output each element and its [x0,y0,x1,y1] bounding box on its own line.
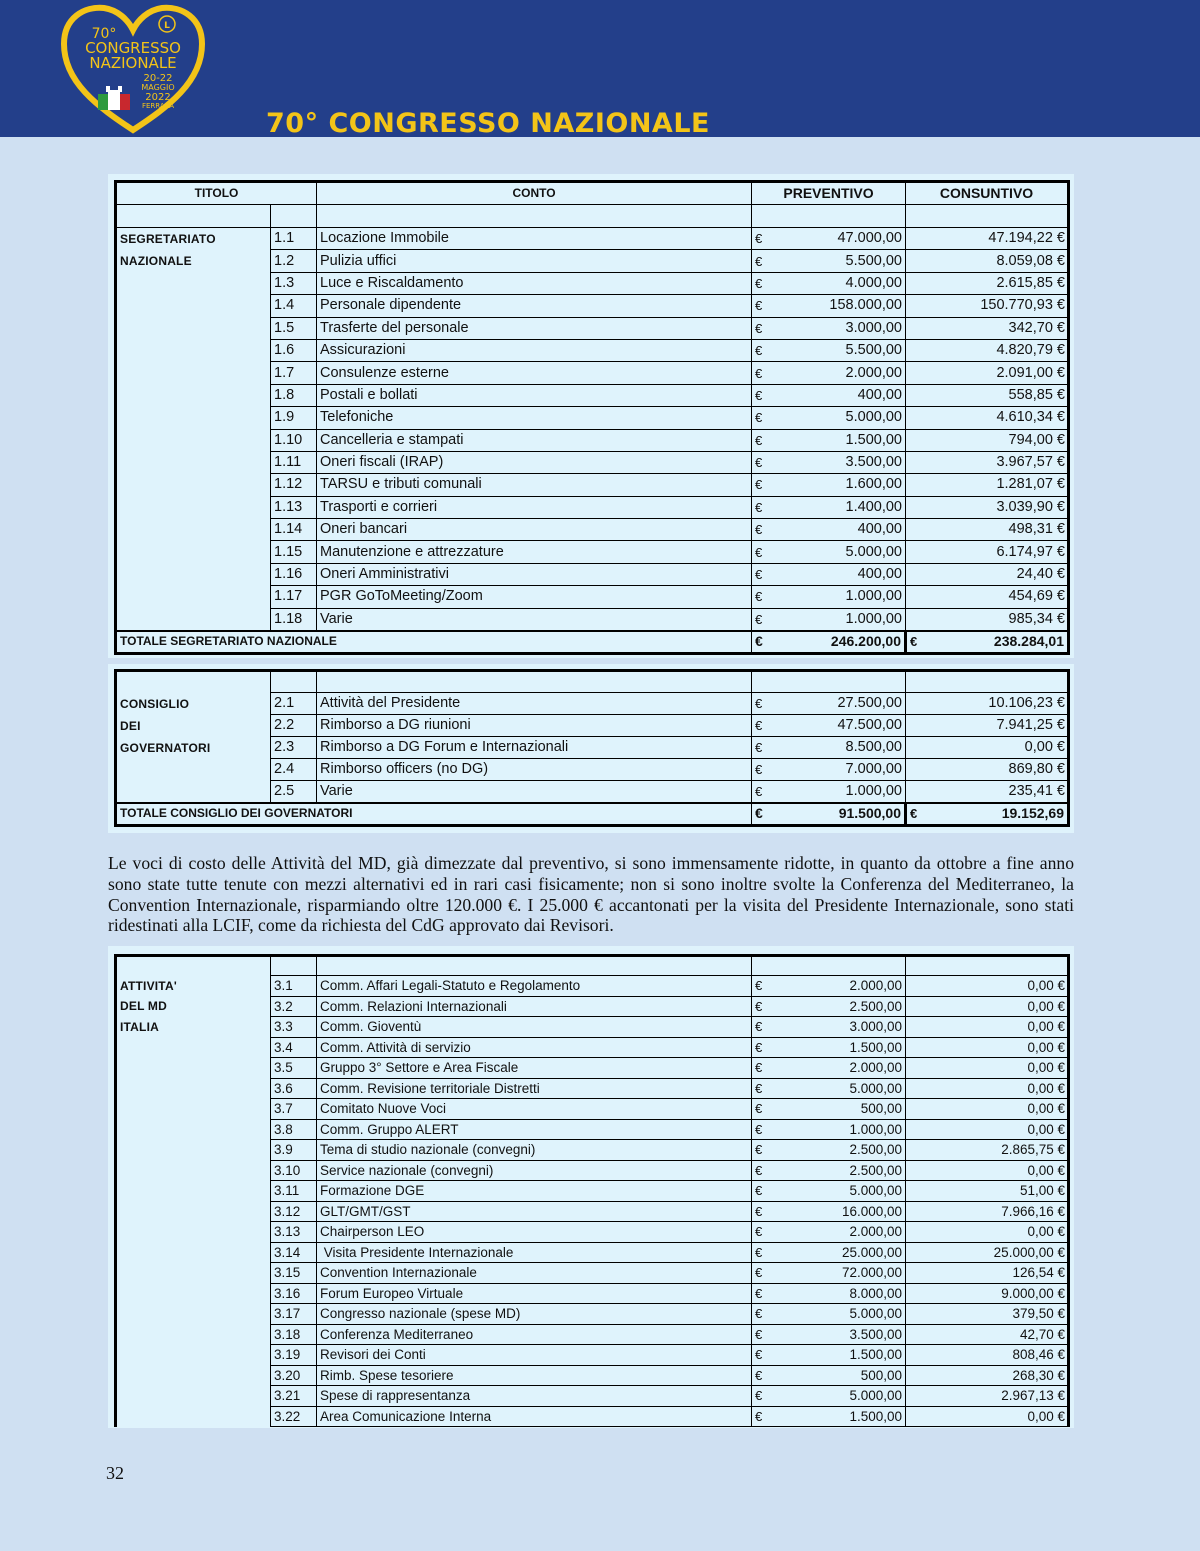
row-name: Locazione Immobile [317,228,752,250]
logo-city: FERRARA [141,102,175,110]
row-preventivo: 3.000,00 [777,317,906,339]
currency-symbol: € [752,1058,777,1079]
row-consuntivo: 869,80 € [906,759,1069,781]
row-consuntivo: 379,50 € [906,1304,1069,1325]
row-name: Chairperson LEO [317,1222,752,1243]
currency-symbol: € [752,1201,777,1222]
row-code: 3.13 [271,1222,317,1243]
currency-symbol: € [752,496,777,518]
row-preventivo: 72.000,00 [777,1263,906,1284]
currency-symbol: € [752,1099,777,1120]
row-code: 1.5 [271,317,317,339]
row-preventivo: 47.000,00 [777,228,906,250]
row-code: 2.3 [271,737,317,759]
row-preventivo: 1.500,00 [777,429,906,451]
col-titolo: TITOLO [116,182,317,205]
row-code: 1.12 [271,474,317,496]
row-preventivo: 158.000,00 [777,295,906,317]
row-preventivo: 2.000,00 [777,1058,906,1079]
currency-symbol: € [752,715,777,737]
row-consuntivo: 0,00 € [906,1160,1069,1181]
row-code: 3.6 [271,1078,317,1099]
row-consuntivo: 24,40 € [906,563,1069,585]
row-code: 3.1 [271,976,317,997]
row-preventivo: 4.000,00 [777,272,906,294]
row-preventivo: 1.000,00 [777,781,906,803]
category-line: GOVERNATORI [120,740,211,755]
row-code: 1.9 [271,407,317,429]
row-name: Rimb. Spese tesoriere [317,1365,752,1386]
row-consuntivo: 794,00 € [906,429,1069,451]
row-code: 1.15 [271,541,317,563]
category-title [116,693,271,803]
category-title [116,228,271,631]
row-code: 2.1 [271,693,317,715]
row-name: Area Comunicazione Interna [317,1406,752,1427]
row-consuntivo: 150.770,93 € [906,295,1069,317]
row-consuntivo: 0,00 € [906,737,1069,759]
total-consuntivo-cell [906,631,1069,654]
logo-line3: NAZIONALE [89,54,177,72]
row-name: Spese di rappresentanza [317,1386,752,1407]
row-name: Consulenze esterne [317,362,752,384]
row-name: Rimborso a DG riunioni [317,715,752,737]
currency-symbol: € [910,634,918,650]
row-consuntivo: 4.610,34 € [906,407,1069,429]
row-preventivo: 5.000,00 [777,407,906,429]
col-consuntivo: CONSUNTIVO [906,182,1069,205]
currency-symbol: € [752,1324,777,1345]
row-code: 1.2 [271,250,317,272]
row-code: 1.16 [271,563,317,585]
row-name: Conferenza Mediterraneo [317,1324,752,1345]
row-consuntivo: 454,69 € [906,586,1069,608]
row-name: Congresso nazionale (spese MD) [317,1304,752,1325]
row-consuntivo: 3.039,90 € [906,496,1069,518]
row-consuntivo: 498,31 € [906,519,1069,541]
row-preventivo: 5.000,00 [777,1386,906,1407]
row-consuntivo: 0,00 € [906,1222,1069,1243]
total-label: TOTALE CONSIGLIO DEI GOVERNATORI [116,803,752,826]
currency-symbol: € [752,228,777,250]
category-title [116,976,271,1427]
row-preventivo: 16.000,00 [777,1201,906,1222]
row-consuntivo: 0,00 € [906,1037,1069,1058]
blank-row [116,956,1069,976]
row-preventivo: 500,00 [777,1365,906,1386]
row-name: Comm. Gioventù [317,1017,752,1038]
row-name: Varie [317,608,752,630]
row-preventivo: 2.000,00 [777,1222,906,1243]
currency-symbol: € [752,1078,777,1099]
currency-symbol: € [752,1365,777,1386]
row-consuntivo: 0,00 € [906,996,1069,1017]
row-code: 1.3 [271,272,317,294]
row-name: Pulizia uffici [317,250,752,272]
row-preventivo: 5.000,00 [777,1181,906,1202]
currency-symbol: € [752,362,777,384]
row-consuntivo: 9.000,00 € [906,1283,1069,1304]
row-name: Rimborso officers (no DG) [317,759,752,781]
row-code: 3.7 [271,1099,317,1120]
row-consuntivo: 1.281,07 € [906,474,1069,496]
row-code: 1.17 [271,586,317,608]
row-preventivo: 2.000,00 [777,362,906,384]
currency-symbol: € [752,759,777,781]
row-code: 1.11 [271,451,317,473]
row-consuntivo: 10.106,23 € [906,693,1069,715]
row-name: Convention Internazionale [317,1263,752,1284]
currency-symbol: € [752,608,777,630]
congress-logo [58,2,208,137]
row-name: Gruppo 3° Settore e Area Fiscale [317,1058,752,1079]
row-consuntivo: 8.059,08 € [906,250,1069,272]
currency-symbol: € [752,996,777,1017]
row-name: Comitato Nuove Voci [317,1099,752,1120]
row-code: 2.4 [271,759,317,781]
row-consuntivo: 51,00 € [906,1181,1069,1202]
row-preventivo: 1.400,00 [777,496,906,518]
row-code: 1.18 [271,608,317,630]
row-name: PGR GoToMeeting/Zoom [317,586,752,608]
row-preventivo: 2.500,00 [777,996,906,1017]
row-preventivo: 7.000,00 [777,759,906,781]
row-code: 3.11 [271,1181,317,1202]
row-consuntivo: 6.174,97 € [906,541,1069,563]
total-preventivo: 246.200,00 [777,631,906,654]
currency-symbol: € [752,429,777,451]
currency-symbol: € [752,1119,777,1140]
row-code: 1.13 [271,496,317,518]
currency-symbol: € [752,1037,777,1058]
logo-line1: 70° [91,26,117,42]
row-preventivo: 25.000,00 [777,1242,906,1263]
currency-symbol: € [752,693,777,715]
row-preventivo: 8.000,00 [777,1283,906,1304]
row-consuntivo: 0,00 € [906,1017,1069,1038]
row-code: 1.4 [271,295,317,317]
currency-symbol: € [752,1304,777,1325]
currency-symbol: € [752,1386,777,1407]
row-preventivo: 5.500,00 [777,250,906,272]
budget-table-consiglio [114,669,1070,827]
table-row [116,976,1069,997]
row-preventivo: 400,00 [777,384,906,406]
row-preventivo: 47.500,00 [777,715,906,737]
row-consuntivo: 808,46 € [906,1345,1069,1366]
total-label: TOTALE SEGRETARIATO NAZIONALE [116,631,752,654]
row-code: 3.18 [271,1324,317,1345]
row-preventivo: 1.500,00 [777,1345,906,1366]
logo-month: MAGGIO [141,83,175,92]
row-name: Oneri bancari [317,519,752,541]
row-consuntivo: 47.194,22 € [906,228,1069,250]
row-name: Oneri fiscali (IRAP) [317,451,752,473]
currency-symbol: € [752,272,777,294]
row-consuntivo: 0,00 € [906,976,1069,997]
blank-row [116,205,1069,228]
row-name: Service nazionale (convegni) [317,1160,752,1181]
row-code: 2.2 [271,715,317,737]
table-panel-consiglio [108,664,1074,833]
row-code: 3.12 [271,1201,317,1222]
currency-symbol: € [752,339,777,361]
table-header-row [116,182,1069,205]
row-name: Cancelleria e stampati [317,429,752,451]
currency-symbol: € [910,806,918,822]
row-code: 3.22 [271,1406,317,1427]
row-name: Formazione DGE [317,1181,752,1202]
row-preventivo: 1.000,00 [777,608,906,630]
row-name: Revisori dei Conti [317,1345,752,1366]
row-preventivo: 400,00 [777,519,906,541]
col-conto: CONTO [317,182,752,205]
currency-symbol: € [752,384,777,406]
row-preventivo: 2.500,00 [777,1140,906,1161]
row-preventivo: 2.500,00 [777,1160,906,1181]
row-consuntivo: 2.615,85 € [906,272,1069,294]
row-code: 3.10 [271,1160,317,1181]
row-code: 3.20 [271,1365,317,1386]
row-preventivo: 3.000,00 [777,1017,906,1038]
table-row [116,693,1069,715]
row-code: 3.3 [271,1017,317,1038]
row-consuntivo: 3.967,57 € [906,451,1069,473]
row-name: TARSU e tributi comunali [317,474,752,496]
currency-symbol: € [752,1242,777,1263]
row-code: 3.19 [271,1345,317,1366]
total-preventivo: 91.500,00 [777,803,906,826]
row-name: Telefoniche [317,407,752,429]
row-consuntivo: 985,34 € [906,608,1069,630]
currency-symbol: € [752,451,777,473]
row-name: Comm. Relazioni Internazionali [317,996,752,1017]
row-name: Luce e Riscaldamento [317,272,752,294]
row-consuntivo: 7.966,16 € [906,1201,1069,1222]
currency-symbol: € [752,295,777,317]
row-consuntivo: 558,85 € [906,384,1069,406]
logo-year: 2022 [145,92,171,103]
explanatory-paragraph: Le voci di costo delle Attività del MD, già dimezzate dal preventivo, si sono immensamente ridotte, in quanto da ottobre a fine anno sono state tutte tenute con mezzi alternativi ed in rari casi fisicamente; non si sono inoltre svolte la Conferenza del Mediterraneo, la Convention Internazionale, risparmiando oltre 120.000 €. I 25.000 € accantonati per la visita del Presidente Internazionale, sono stati ridestinati alla LCIF, come da richiesta del CdG approvato dai Revisori. [108,853,1074,936]
currency-symbol: € [752,976,777,997]
row-code: 3.16 [271,1283,317,1304]
row-name: Trasporti e corrieri [317,496,752,518]
page-number: 32 [106,1463,124,1483]
currency-symbol: € [752,631,777,654]
currency-symbol: € [752,1406,777,1427]
row-consuntivo: 0,00 € [906,1119,1069,1140]
budget-table-segretariato [114,180,1070,655]
row-name: Personale dipendente [317,295,752,317]
row-code: 1.8 [271,384,317,406]
table-row [116,228,1069,250]
row-code: 3.15 [271,1263,317,1284]
currency-symbol: € [752,541,777,563]
currency-symbol: € [752,803,777,826]
currency-symbol: € [752,1160,777,1181]
row-code: 1.14 [271,519,317,541]
row-preventivo: 27.500,00 [777,693,906,715]
currency-symbol: € [752,586,777,608]
currency-symbol: € [752,519,777,541]
currency-symbol: € [752,1017,777,1038]
row-preventivo: 500,00 [777,1099,906,1120]
category-line: ATTIVITA' [120,978,177,993]
row-name: GLT/GMT/GST [317,1201,752,1222]
total-consuntivo-cell [906,803,1069,826]
currency-symbol: € [752,407,777,429]
row-preventivo: 1.000,00 [777,1119,906,1140]
row-code: 3.5 [271,1058,317,1079]
row-name: Comm. Attività di servizio [317,1037,752,1058]
row-preventivo: 8.500,00 [777,737,906,759]
row-preventivo: 5.500,00 [777,339,906,361]
row-preventivo: 5.000,00 [777,541,906,563]
row-consuntivo: 2.967,13 € [906,1386,1069,1407]
row-consuntivo: 4.820,79 € [906,339,1069,361]
currency-symbol: € [752,1222,777,1243]
category-line: SEGRETARIATO [120,232,216,246]
row-consuntivo: 0,00 € [906,1078,1069,1099]
row-consuntivo: 25.000,00 € [906,1242,1069,1263]
row-preventivo: 2.000,00 [777,976,906,997]
category-line: CONSIGLIO [120,696,190,711]
col-preventivo: PREVENTIVO [752,182,906,205]
row-code: 3.8 [271,1119,317,1140]
row-consuntivo: 235,41 € [906,781,1069,803]
total-row-consiglio [116,803,1069,826]
row-consuntivo: 0,00 € [906,1406,1069,1427]
row-name: Assicurazioni [317,339,752,361]
currency-symbol: € [752,250,777,272]
row-code: 2.5 [271,781,317,803]
currency-symbol: € [752,1140,777,1161]
page-title: 70° CONGRESSO NAZIONALE [266,108,710,139]
row-code: 3.4 [271,1037,317,1058]
total-row-segretariato [116,631,1069,654]
currency-symbol: € [752,1263,777,1284]
row-name: Trasferte del personale [317,317,752,339]
row-name: Comm. Revisione territoriale Distretti [317,1078,752,1099]
row-code: 1.6 [271,339,317,361]
row-preventivo: 3.500,00 [777,451,906,473]
currency-symbol: € [752,1283,777,1304]
currency-symbol: € [752,1181,777,1202]
row-consuntivo: 268,30 € [906,1365,1069,1386]
table-panel-segretariato [108,174,1074,658]
row-code: 3.9 [271,1140,317,1161]
currency-symbol: € [752,737,777,759]
row-name: Oneri Amministrativi [317,563,752,585]
row-code: 3.17 [271,1304,317,1325]
currency-symbol: € [752,563,777,585]
row-consuntivo: 2.865,75 € [906,1140,1069,1161]
total-consuntivo: 238.284,01 [993,633,1064,650]
row-consuntivo: 0,00 € [906,1058,1069,1079]
row-preventivo: 1.000,00 [777,586,906,608]
row-name: Tema di studio nazionale (convegni) [317,1140,752,1161]
currency-symbol: € [752,474,777,496]
row-name: Comm. Affari Legali-Statuto e Regolamento [317,976,752,997]
row-code: 1.10 [271,429,317,451]
row-code: 1.7 [271,362,317,384]
row-preventivo: 1.500,00 [777,1037,906,1058]
currency-symbol: € [752,781,777,803]
row-name: Rimborso a DG Forum e Internazionali [317,737,752,759]
row-preventivo: 1.500,00 [777,1406,906,1427]
logo-line2: CONGRESSO [85,39,181,57]
total-consuntivo: 19.152,69 [1001,805,1064,822]
budget-table-attivita [114,954,1070,1427]
row-preventivo: 400,00 [777,563,906,585]
row-consuntivo: 0,00 € [906,1099,1069,1120]
row-preventivo: 5.000,00 [777,1078,906,1099]
row-name: Varie [317,781,752,803]
row-code: 3.21 [271,1386,317,1407]
blank-row [116,671,1069,693]
row-name: Forum Europeo Virtuale [317,1283,752,1304]
currency-symbol: € [752,1345,777,1366]
row-code: 3.2 [271,996,317,1017]
row-name: Comm. Gruppo ALERT [317,1119,752,1140]
row-preventivo: 3.500,00 [777,1324,906,1345]
row-consuntivo: 42,70 € [906,1324,1069,1345]
row-name: Postali e bollati [317,384,752,406]
row-preventivo: 5.000,00 [777,1304,906,1325]
row-code: 3.14 [271,1242,317,1263]
row-name: Manutenzione e attrezzature [317,541,752,563]
table-panel-attivita [108,946,1074,1428]
category-line: DEI [120,718,141,733]
row-preventivo: 1.600,00 [777,474,906,496]
category-line: NAZIONALE [120,254,192,269]
category-line: ITALIA [120,1019,159,1034]
row-name: Visita Presidente Internazionale [317,1242,752,1263]
row-name: Attività del Presidente [317,693,752,715]
logo-dates: 20-22 [143,73,173,84]
currency-symbol: € [752,317,777,339]
svg-text:L: L [164,21,170,31]
row-consuntivo: 2.091,00 € [906,362,1069,384]
row-consuntivo: 7.941,25 € [906,715,1069,737]
category-line: DEL MD [120,999,167,1013]
row-consuntivo: 126,54 € [906,1263,1069,1284]
row-code: 1.1 [271,228,317,250]
row-consuntivo: 342,70 € [906,317,1069,339]
